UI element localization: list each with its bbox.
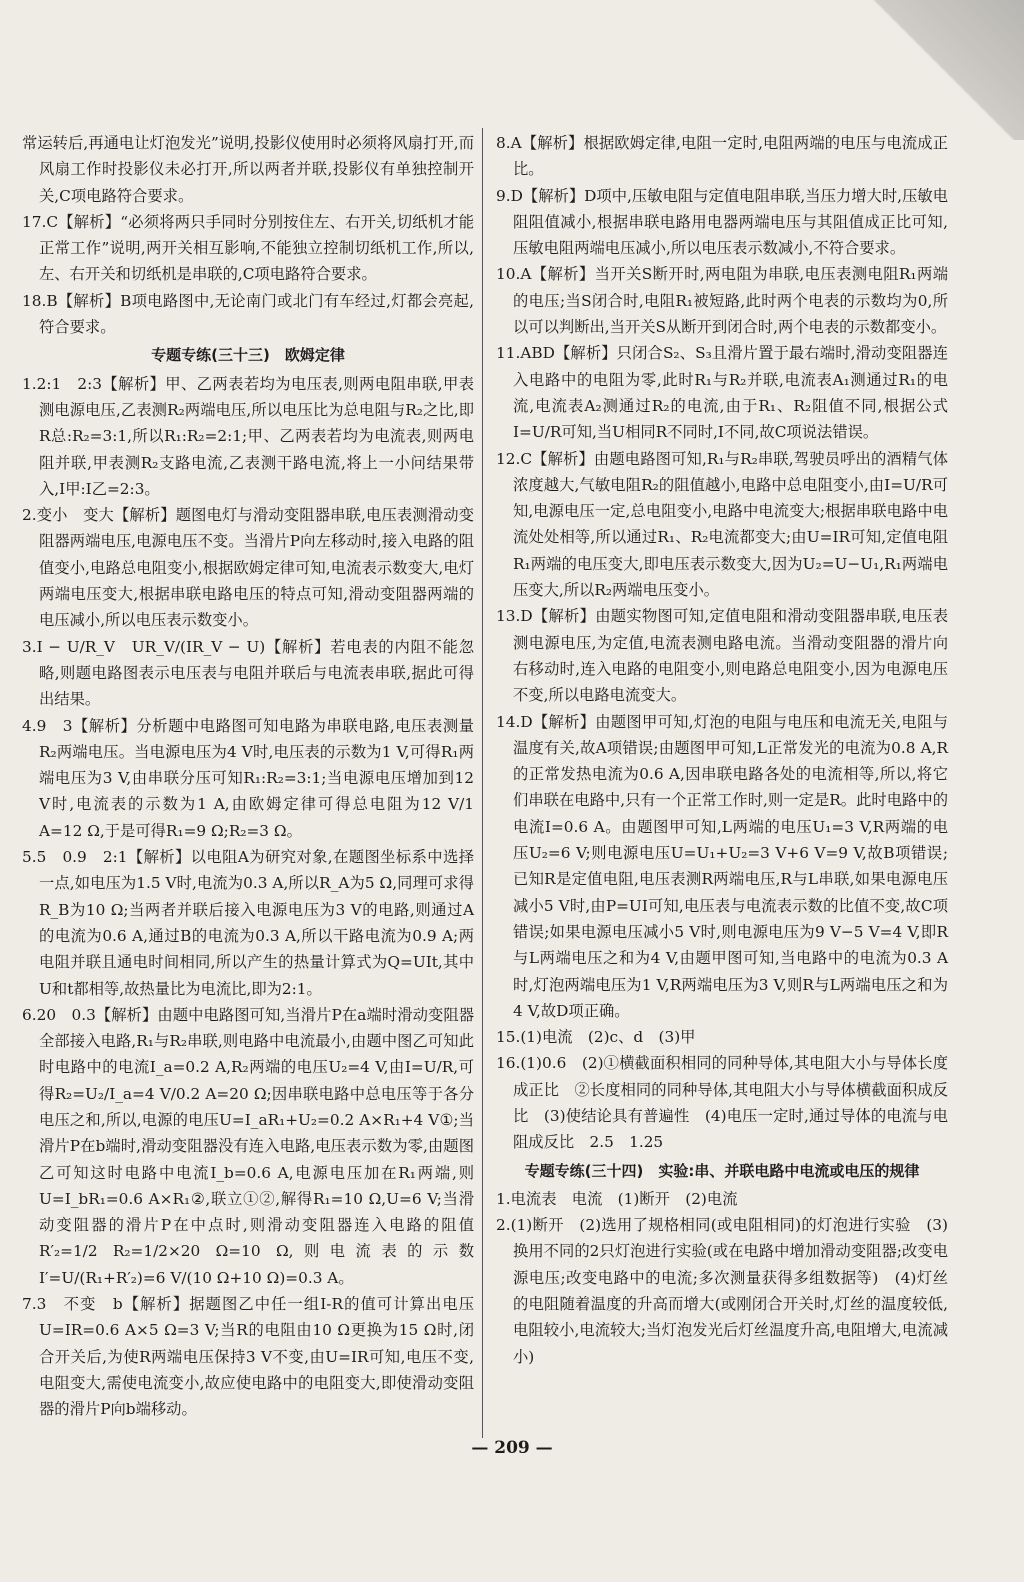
section-heading: 专题专练(三十三) 欧姆定律: [151, 346, 345, 365]
answer-2: 2.变小 变大【解析】题图电灯与滑动变阻器串联,电压表测滑动变阻器两端电压,电源电压不变。当滑片P向左移动时,接入电路的阻值变小,电路总电阻变小,根据欧姆定律可知,电流表示数变大,电灯两端电压变大,根据串联电路电压的特点可知,滑动变阻器两端的电压减小,所以电压表示数变小。: [22, 506, 474, 630]
answer-14: 14.D【解析】由题图甲可知,灯泡的电阻与电压和电流无关,电阻与温度有关,故A项错误;由题图甲可知,L正常发光的电流为0.8 A,R的正常发热电流为0.6 A,因串联电路各处的电流相等,所以,将它们串联在电路中,只有一个正常工作时,则一定是R。此时电路中的电流I=0.6 A。由题图甲可知,L两端的电压U₁=3 V,R两端的电压U₂=6 V;则电源电压U=U₁+U₂=3 V+6 V=9 V,故B项错误;已知R是定值电阻,电压表测R两端电压,R与L串联,如果电源电压减小5 V时,由P=UI可知,电压表与电流表示数的比值不变,故C项错误;如果电源电压减小5 V时,则电源电压为9 V−5 V=4 V,即R与L两端电压之和为4 V,由题甲图可知,当电路中的电流为0.3 A时,灯泡两端电压为1 V,R两端电压为3 V,则R与L两端电压之和为4 V,故D项正确。: [496, 712, 948, 1020]
answer-6: 6.20 0.3【解析】由题中电路图可知,当滑片P在a端时滑动变阻器全部接入电路,R₁与R₂串联,则电路中电流最小,由题中图乙可知此时电路中的电流I_a=0.2 A,R₂两端的电压U₂=4 V,由I=U/R,可得R₂=U₂/I_a=4 V/0.2 A=20 Ω;因串联电路中总电压等于各分电压之和,所以,电源的电压U=I_aR₁+U₂=0.2 A×R₁+4 V①;当滑片P在b端时,滑动变阻器没有连入电路,电压表示数为零,由题图乙可知这时电路中电流I_b=0.6 A,电源电压加在R₁两端,则U=I_bR₁=0.6 A×R₁②,联立①②,解得R₁=10 Ω,U=6 V;当滑动变阻器的滑片P在中点时,则滑动变阻器连入电路的阻值R′₂=1/2 R₂=1/2×20 Ω=10 Ω,则电流表的示数I′=U/(R₁+R′₂)=6 V/(10 Ω+10 Ω)=0.3 A。: [22, 1005, 474, 1287]
page-number: — 209 —: [471, 1438, 553, 1458]
column-divider: [482, 128, 483, 1438]
page-corner-fold: [834, 0, 1024, 140]
answer-2: 2.(1)断开 (2)选用了规格相同(或电阻相同)的灯泡进行实验 (3)换用不同的2只灯泡进行实验(或在电路中增加滑动变阻器;改变电源电压;改变电路中的电流;多次测量获得多组数据等) (4)灯丝的电阻随着温度的升高而增大(或刚闭合开关时,灯丝的温度较低,电阻较小,电流较大;当灯泡发光后灯丝温度升高,电阻增大,电流减小): [496, 1216, 948, 1366]
answer-1: 1.电流表 电流 (1)断开 (2)电流: [496, 1189, 738, 1208]
answer-11: 11.ABD【解析】只闭合S₂、S₃且滑片置于最右端时,滑动变阻器连入电路中的电阻为零,此时R₁与R₂并联,电流表A₁测通过R₁的电流,电流表A₂测通过R₂的电流,由于R₁、R₂阻值不同,根据公式I=U/R可知,当U相同R不同时,I不同,故C项说法错误。: [496, 344, 948, 442]
answer-3: 3.I − U/R_V UR_V/(IR_V − U)【解析】若电表的内阻不能忽略,则题电路图表示电压表与电阻并联后与电流表串联,据此可得出结果。: [22, 637, 474, 709]
answer-17: 17.C【解析】“必须将两只手同时分别按住左、右开关,切纸机才能正常工作”说明,两开关相互影响,不能独立控制切纸机工作,所以,左、右开关和切纸机是串联的,C项电路符合要求。: [22, 212, 474, 284]
left-column: [22, 130, 474, 1423]
answer-4: 4.9 3【解析】分析题中电路图可知电路为串联电路,电压表测量R₂两端电压。当电源电压为4 V时,电压表的示数为1 V,可得R₁两端电压为3 V,由串联分压可知R₁:R₂=3:1;当电源电压增加到12 V时,电流表的示数为1 A,由欧姆定律可得总电阻为12 V/1 A=12 Ω,于是可得R₁=9 Ω;R₂=3 Ω。: [22, 716, 474, 840]
right-column: [496, 130, 948, 1370]
answer-8: 8.A【解析】根据欧姆定律,电阻一定时,电阻两端的电压与电流成正比。: [496, 134, 948, 179]
answer-1: 1.2:1 2:3【解析】甲、乙两表若均为电压表,则两电阻串联,甲表测电源电压,乙表测R₂两端电压,所以电压比为总电阻与R₂之比,即R总:R₂=3:1,所以R₁:R₂=2:1;甲、乙两表若均为电流表,则两电阻并联,甲表测R₂支路电流,乙表测干路电流,将上一小问结果带入,I甲:I乙=2:3。: [22, 374, 474, 498]
paragraph: 常运转后,再通电让灯泡发光”说明,投影仪使用时必须将风扇打开,而风扇工作时投影仪未必打开,所以两者并联,投影仪有单独控制开关,C项电路符合要求。: [22, 134, 474, 205]
answer-15: 15.(1)电流 (2)c、d (3)甲: [496, 1028, 696, 1047]
answer-10: 10.A【解析】当开关S断开时,两电阻为串联,电压表测电阻R₁两端的电压;当S闭合时,电阻R₁被短路,此时两个电表的示数均为0,所以可以判断出,当开关S从断开到闭合时,两个电表的示数都变小。: [496, 265, 948, 337]
answer-5: 5.5 0.9 2:1【解析】以电阻A为研究对象,在题图坐标系中选择一点,如电压为1.5 V时,电流为0.3 A,所以R_A为5 Ω,同理可求得R_B为10 Ω;当两者并联后接入电源电压为3 V的电路,则通过A的电流为0.6 A,通过B的电流为0.3 A,所以干路电流为0.9 A;两电阻并联且通电时间相同,所以产生的热量计算式为Q=UIt,其中U和t都相等,故热量比为电流比,即为2:1。: [22, 848, 474, 998]
answer-7: 7.3 不变 b【解析】据题图乙中任一组I-R的值可计算出电压U=IR=0.6 A×5 Ω=3 V;当R的电阻由10 Ω更换为15 Ω时,闭合开关后,为使R两端电压保持3 V不变,由U=IR可知,电压不变,电阻变大,需使电流变小,故应使电路中的电阻变大,即使滑动变阻器的滑片P向b端移动。: [22, 1295, 474, 1419]
answer-12: 12.C【解析】由题电路图可知,R₁与R₂串联,驾驶员呼出的酒精气体浓度越大,气敏电阻R₂的阻值越小,电路中总电阻变小,由I=U/R可知,电源电压一定,总电阻变小,电路中电流变大;根据串联电路中电流处处相等,所以通过R₁、R₂电流都变大;由U=IR可知,定值电阻R₁两端的电压变大,即电压表示数变大,因为U₂=U−U₁,R₁两端电压变大,所以R₂两端电压变小。: [496, 449, 948, 600]
answer-13: 13.D【解析】由题实物图可知,定值电阻和滑动变阻器串联,电压表测电源电压,为定值,电流表测电路电流。当滑动变阻器的滑片向右移动时,连入电路的电阻变小,则电路总电阻变小,因为电源电压不变,所以电路电流变大。: [496, 607, 948, 705]
answer-16: 16.(1)0.6 (2)①横截面积相同的同种导体,其电阻大小与导体长度成正比 ②长度相同的同种导体,其电阻大小与导体横截面积成反比 (3)使结论具有普遍性 (4)电压一定时,通过导体的电流与电阻成反比 2.5 1.25: [496, 1054, 948, 1152]
section-heading: 专题专练(三十四) 实验:串、并联电路中电流或电压的规律: [524, 1161, 920, 1180]
answer-18: 18.B【解析】B项电路图中,无论南门或北门有车经过,灯都会亮起,符合要求。: [22, 291, 474, 337]
answer-9: 9.D【解析】D项中,压敏电阻与定值电阻串联,当压力增大时,压敏电阻阻值减小,根据串联电路用电器两端电压与其阻值成正比可知,压敏电阻两端电压减小,所以电压表示数减小,不符合要求。: [496, 186, 948, 258]
